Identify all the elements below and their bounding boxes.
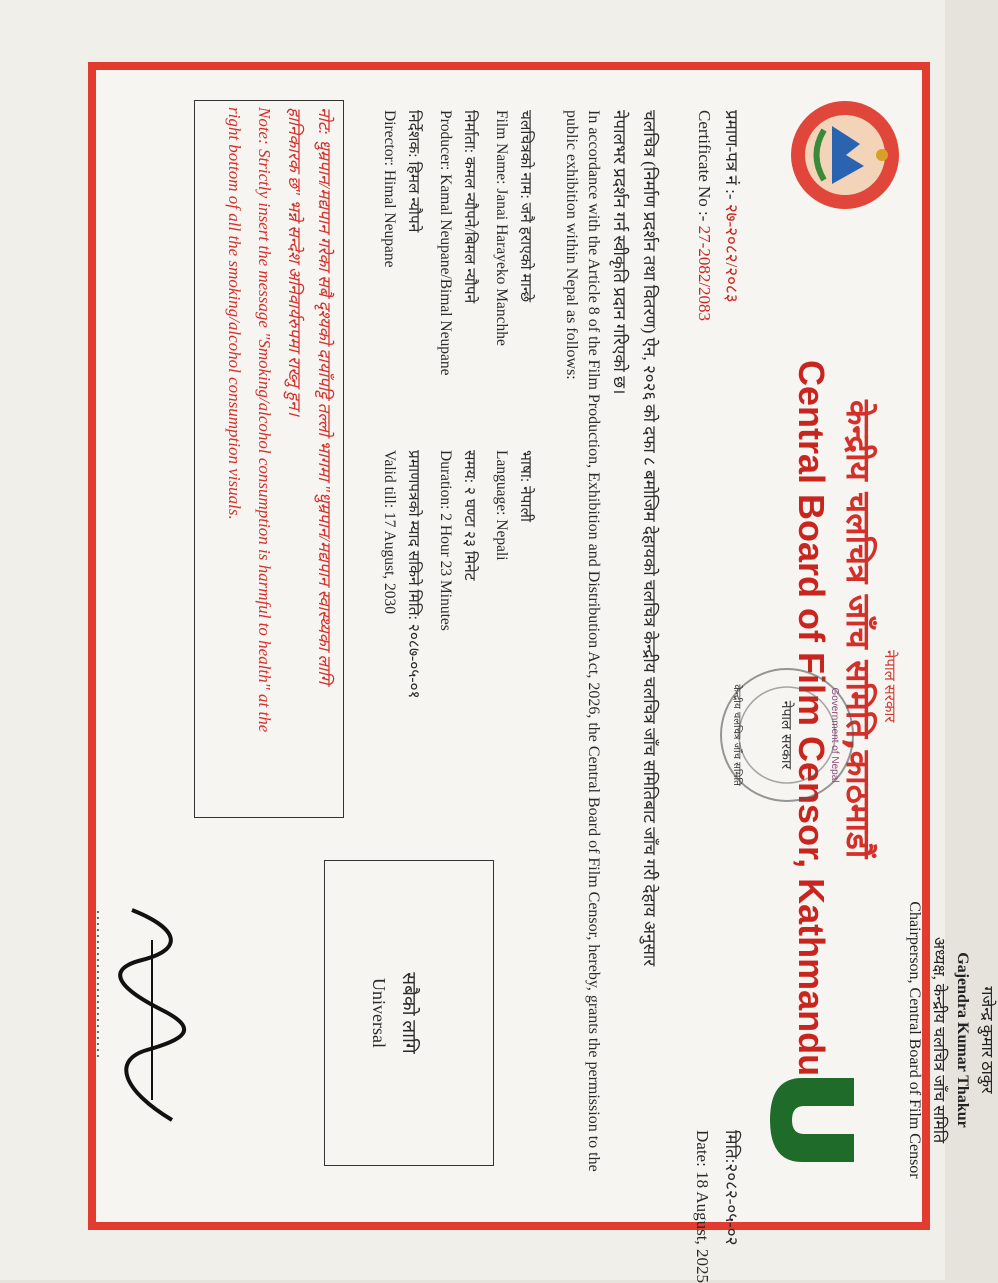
seal-text-np: नेपाल सरकार: [778, 700, 794, 770]
duration-en: Duration: 2 Hour 23 Minutes: [437, 450, 454, 631]
signatory-title-en: Chairperson, Central Board of Film Censor: [906, 901, 923, 1179]
issue-date-en: Date: 18 August, 2025: [693, 1130, 712, 1283]
seal-text-board: केन्द्रीय चलचित्र जाँच समिति: [731, 684, 742, 786]
issue-date-np: मिति:२०८२-०५-०२: [722, 1130, 741, 1246]
director-np: निर्देशक: हिमल न्यौपने: [405, 110, 422, 233]
producer-en: Producer: Kamal Neupane/Bimal Neupane: [437, 110, 454, 376]
valid-till-en: Valid till: 17 August, 2030: [381, 450, 398, 615]
signatory-name-np: गजेन्द्र कुमार ठाकुर: [978, 986, 995, 1094]
rating-en: Universal: [369, 978, 389, 1048]
certificate-no-en: Certificate No :- 27-2082/2083: [695, 110, 714, 322]
signatory-name-en: Gajendra Kumar Thakur: [954, 952, 971, 1128]
certificate-no-np: प्रमाण-पत्र नं :- २७-२०८२/२०८३: [722, 110, 741, 303]
language-np: भाषा: नेपाली: [517, 450, 534, 523]
valid-till-np: प्रमाणपत्रको म्याद सकिने मिति: २०८७-०५-०१: [405, 450, 422, 699]
film-name-np: चलचित्रको नाम: जनै हराएको मान्छे: [517, 110, 534, 303]
rating-np: सबैको लागि: [398, 972, 419, 1054]
language-en: Language: Nepali: [493, 450, 510, 561]
government-label: नेपाल सरकार: [881, 650, 897, 723]
permission-text-np: चलचित्र (निर्माण प्रदर्शन तथा वितरण) ऐन, २०२६ को दफा ८ बमोजिम देहायको चलचित्र केन्द्रीय चलचित्र जाँच समितिबाट जाँच गरी देहाय अनुसार नेपालभर प्रदर्शन गर्न स्वीकृति प्रदान गरिएको छ।: [610, 110, 659, 967]
board-title-np: केन्द्रीय चलचित्र जाँच समिति,काठमाडौं: [839, 400, 878, 859]
signature-dots: .........................: [93, 910, 110, 1060]
board-title-en: Central Board of Film Censor, Kathmandu: [791, 360, 832, 1077]
permission-text-en: In accordance with the Article 8 of the Film Production, Exhibition and Distribution Act, 2026, the Central Board of Film Censor, hereby, grants the permission to the public exhibition within Nepal as follows:: [563, 110, 602, 1172]
seal-text-en: Government of Nepal: [829, 687, 840, 783]
signatory-text: [902, 870, 998, 1210]
smoking-note: नोट: धुम्रपान/मद्यपान गरेका सबै दृश्यको दायाँपट्टि तल्लो भागमा "धुम्रपान/मद्यपान स्वास्थ्यका लागि हानिकारक छ" भन्ने सन्देश अनिवार्यरुपमा राख्नु हुन। Note: Strictly insert the message "Smoking/alcohol consumption is harmful to health" at the right bottom of all the smoking/alcohol consumption visuals.: [194, 100, 344, 818]
film-name-en: Film Name: Janai Harayeko Manchhe: [493, 110, 510, 346]
duration-np: समय: २ घण्टा २३ मिनेट: [461, 450, 478, 581]
producer-np: निर्माता: कमल न्यौपने/बिमल न्यौपने: [461, 110, 478, 304]
signatory-title-np: अध्यक्ष, केन्द्रीय चलचित्र जाँच समिति: [930, 936, 947, 1144]
director-en: Director: Himal Neupane: [381, 110, 398, 268]
